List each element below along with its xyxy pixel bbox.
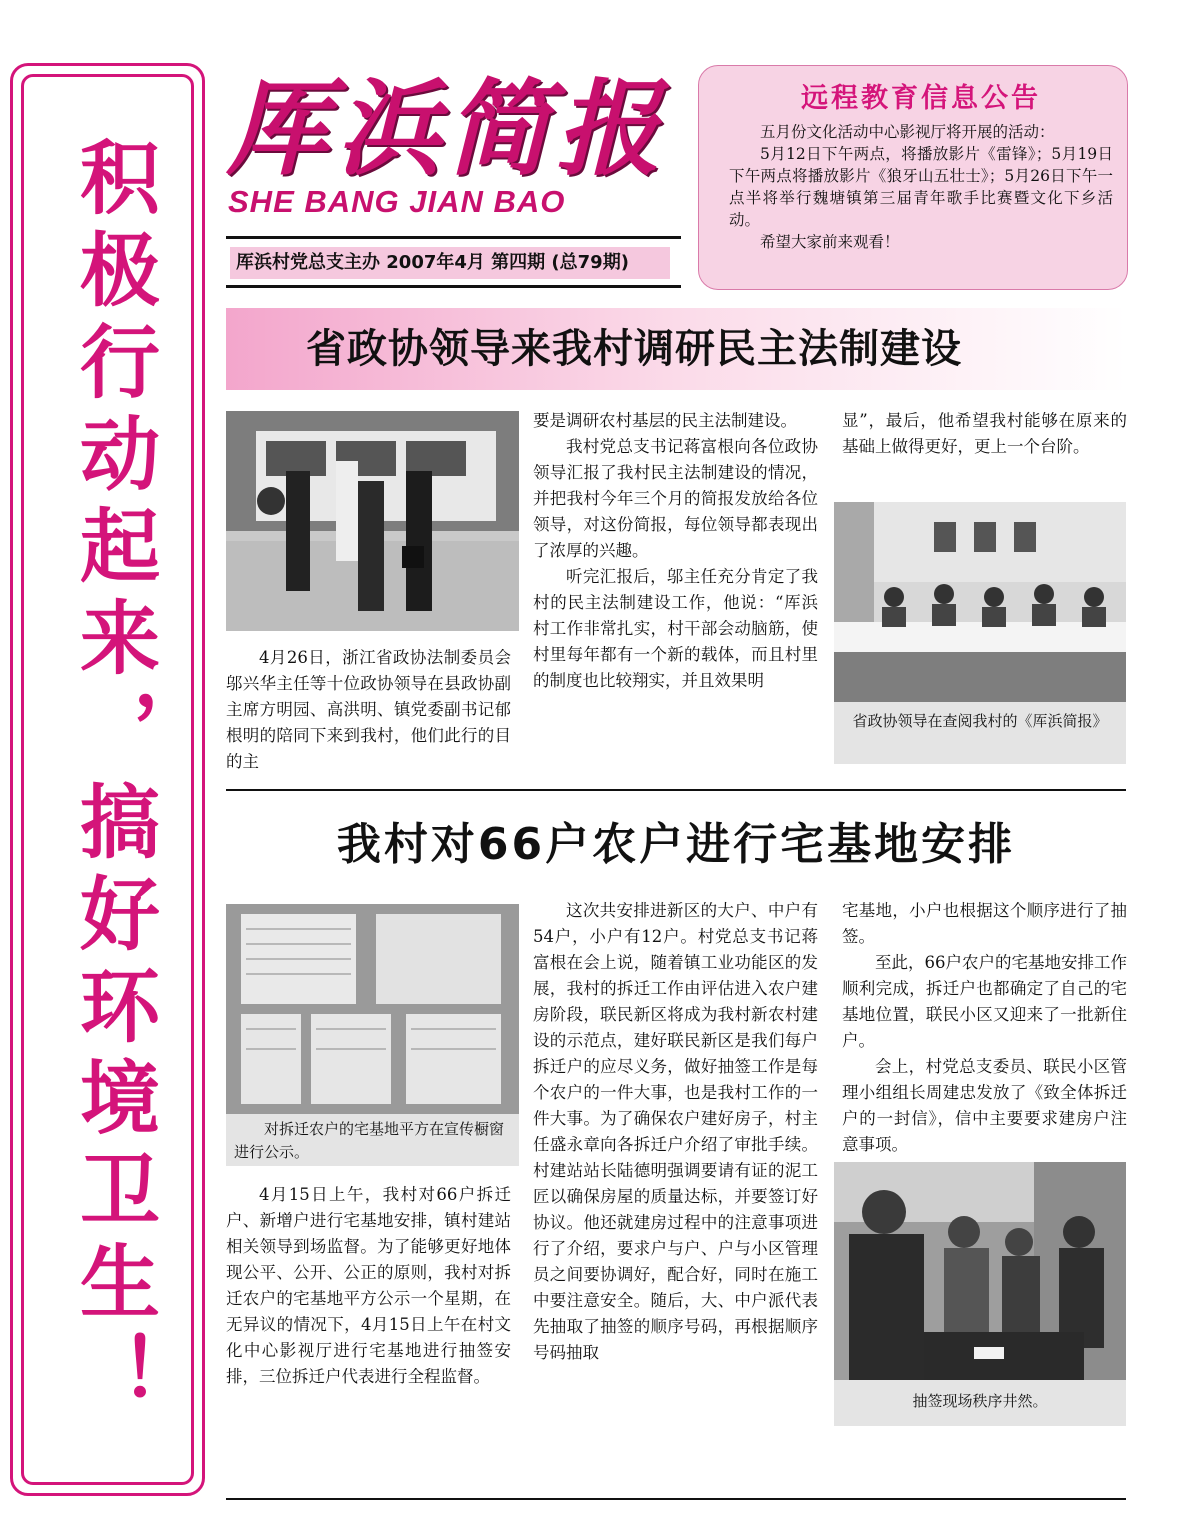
headline1-band [226,308,1126,390]
notice-body [729,121,1113,253]
notice-box [698,65,1128,290]
photo-lottery-caption [834,1380,1126,1426]
masthead-roman: SHE BANG JIAN BAO [228,184,566,219]
photo-notice-board-caption [226,1114,519,1166]
caption-text: 省政协领导在查阅我村的《厍浜简报》 [852,712,1108,730]
notice-title: 远程教育信息公告 [801,83,1041,114]
photo-officials-arriving [226,411,519,631]
section-divider [226,789,1126,791]
article2-column-2 [533,898,818,1366]
article2-paragraph: 4月15日上午，我村对66户拆迁户、新增户进行宅基地安排，镇村建站相关领导到场监督。为了能够更好地体现公平、公开、公正的原则，我村对拆迁农户的宅基地平方公示一个星期，在无异议的情况下，4月15日上午在村文化中心影视厅进行宅基地进行抽签安排，三位拆迁户代表进行全程监督。 [226,1185,511,1386]
slogan-banner [10,63,205,1496]
article1-paragraph: 要是调研农村基层的民主法制建设。 [533,411,797,430]
article2-paragraph: 宅基地，小户也根据这个顺序进行了抽签。 [842,901,1127,946]
article2-paragraph: 至此，66户农户的宅基地安排工作顺利完成，拆迁户也都确定了自己的宅基地位置，联民小区又迎来了一批新住户。 [842,953,1127,1050]
article1-column-1 [226,645,511,775]
article1-paragraph: 听完汇报后，邬主任充分肯定了我村的民主法制建设工作，他说：“厍浜村工作非常扎实，村干部会动脑筋，使村里每年都有一个新的载体，而且村里的制度也比较翔实，并且效果明 [533,567,818,690]
bottom-rule [226,1498,1126,1500]
notice-paragraph: 5月12日下午两点，将播放影片《雷锋》；5月19日下午两点将播放影片《狼牙山五壮士》；5月26日下午一点半将举行魏塘镇第三届青年歌手比赛暨文化下乡活动。 [729,145,1113,229]
caption-text: 抽签现场秩序井然。 [912,1392,1048,1410]
issue-bar [226,236,681,288]
issue-line: 厍浜村党总支主办 2007年4月 第四期 (总79期) [230,247,670,279]
caption-text: 对拆迁农户的宅基地平方在宣传橱窗进行公示。 [234,1120,505,1161]
article1-paragraph: 显”，最后，他希望我村能够在原来的基础上做得更好，更上一个台阶。 [842,411,1127,456]
article2-paragraph: 这次共安排进新区的大户、中户有54户，小户有12户。村党总支书记蒋富根在会上说，随着镇工业功能区的发展，我村的拆迁工作由评估进入农户建房阶段，联民新区将成为我村新农村建设的示范点，建好联民新区是我们每户拆迁户的应尽义务，做好抽签工作是每个农户的一件大事，也是我村工作的一件大事。为了确保农户建好房子，村主任盛永章向各拆迁户介绍了审批手续。村建站站长陆德明强调要请有证的泥工匠以确保房屋的质量达标，并要签订好协议。他还就建房过程中的注意事项进行了介绍，要求户与户、户与小区管理员之间要协调好，配合好，同时在施工中要注意安全。随后，大、中户派代表先抽取了抽签的顺序号码，再根据顺序号码抽取 [533,901,818,1362]
notice-paragraph: 五月份文化活动中心影视厅将开展的活动： [760,123,1055,141]
headline-2: 我村对66户农户进行宅基地安排 [336,819,1016,870]
article2-paragraph: 会上，村党总支委员、联民小区管理小组组长周建忠发放了《致全体拆迁户的一封信》，信中主要要求建房户注意事项。 [842,1057,1127,1154]
notice-paragraph: 希望大家前来观看！ [760,233,900,251]
article1-paragraph: 4月26日，浙江省政协法制委员会邬兴华主任等十位政协领导在县政协副主席方明园、高洪明、镇党委副书记郁根明的陪同下来到我村，他们此行的目的主 [226,648,511,771]
photo-meeting [834,502,1126,702]
article2-column-1 [226,1182,511,1390]
article1-paragraph: 我村党总支书记蒋富根向各位政协领导汇报了我村民主法制建设的情况，并把我村今年三个月的简报发放给各位领导，对这份简报，每位领导都表现出了浓厚的兴趣。 [533,437,818,560]
article1-column-3 [842,408,1127,460]
photo-lottery-scene [834,1162,1126,1380]
photo-notice-board [226,904,519,1114]
headline-1: 省政协领导来我村调研民主法制建设 [306,326,962,372]
photo-meeting-caption [834,702,1126,764]
article2-column-3 [842,898,1127,1158]
masthead-title: 厍浜简报 [226,67,667,190]
article1-column-2 [533,408,818,694]
slogan-text: 积极行动起来，搞好环境卫生！ [66,136,160,1424]
